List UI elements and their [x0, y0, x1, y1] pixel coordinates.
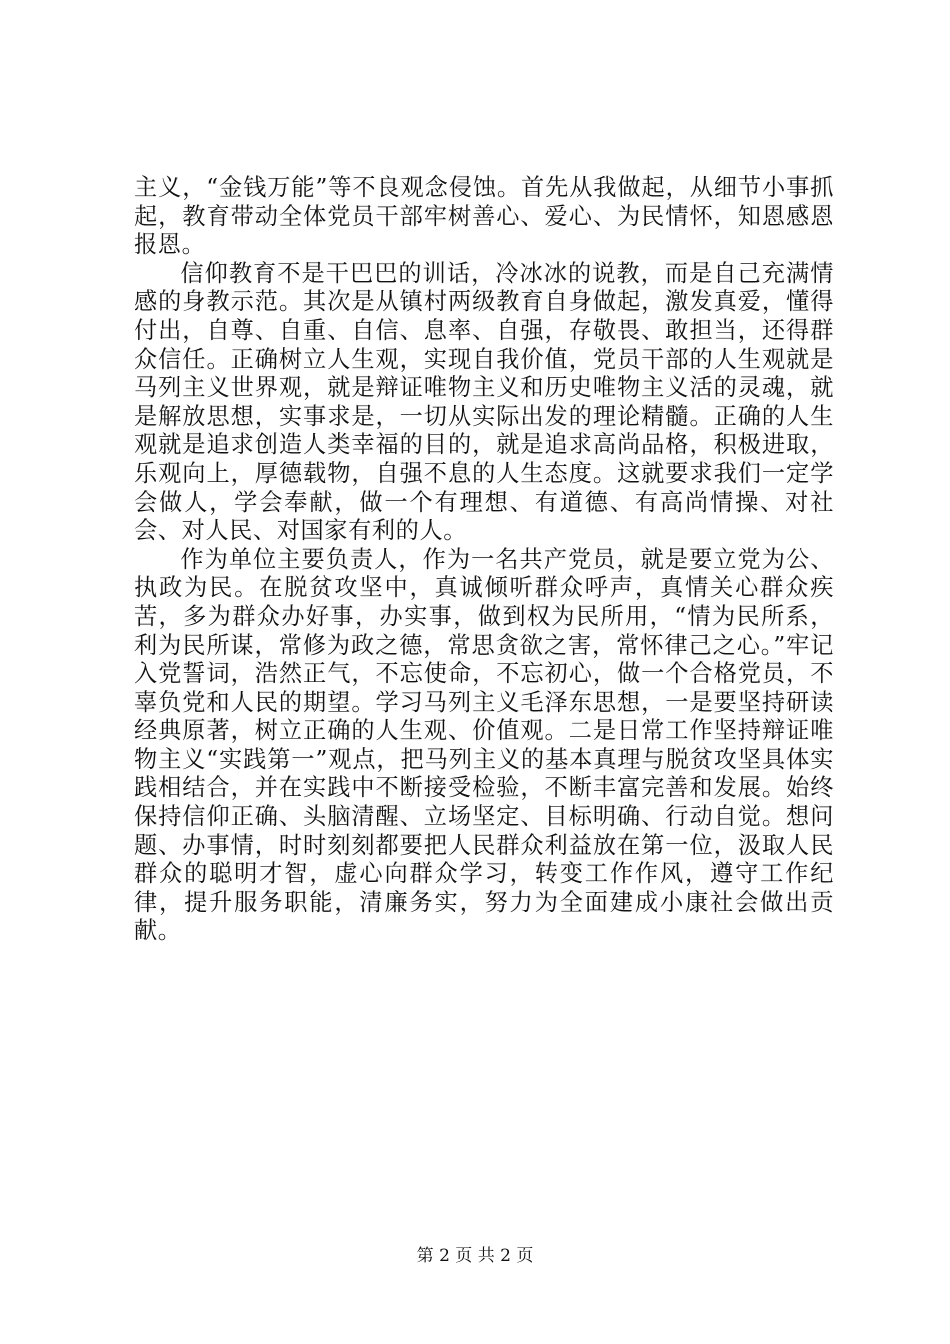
paragraph-2: 信仰教育不是干巴巴的训话，冷冰冰的说教，而是自己充满情感的身教示范。其次是从镇村两级教育自身做起，激发真爱，懂得付出，自尊、自重、自信、息率、自强，存敬畏、敢担当，还得群众信任。正确树立人生观，实现自我价值，党员干部的人生观就是马列主义世界观，就是辩证唯物主义和历史唯物主义活的灵魂，就是解放思想，实事求是，一切从实际出发的理论精髓。正确的人生观就是追求创造人类幸福的目的，就是追求高尚品格，积极进取，乐观向上，厚德载物，自强不息的人生态度。这就要求我们一定学会做人，学会奉献，做一个有理想、有道德、有高尚情操、对社会、对人民、对国家有利的人。	[134, 259, 834, 545]
paragraph-3: 作为单位主要负责人，作为一名共产党员，就是要立党为公、执政为民。在脱贫攻坚中，真诚倾听群众呼声，真情关心群众疾苦，多为群众办好事，办实事，做到权为民所用，“情为民所系，利为民所谋，常修为政之德，常思贪欲之害，常怀律己之心。”牢记入党誓词，浩然正气，不忘使命，不忘初心，做一个合格党员，不辜负党和人民的期望。学习马列主义毛泽东思想，一是要坚持研读经典原著，树立正确的人生观、价值观。二是日常工作坚持辩证唯物主义“实践第一”观点，把马列主义的基本真理与脱贫攻坚具体实践相结合，并在实践中不断接受检验，不断丰富完善和发展。始终保持信仰正确、头脑清醒、立场坚定、目标明确、行动自觉。想问题、办事情，时时刻刻都要把人民群众利益放在第一位，汲取人民群众的聪明才智，虚心向群众学习，转变工作作风，遵守工作纪律，提升服务职能，清廉务实，努力为全面建成小康社会做出贡献。	[134, 545, 834, 945]
page-number-label: 第 2 页 共 2 页	[416, 1246, 534, 1266]
page-footer	[0, 1245, 950, 1267]
paragraph-1: 主义，“金钱万能”等不良观念侵蚀。首先从我做起，从细节小事抓起，教育带动全体党员干部牢树善心、爱心、为民情怀，知恩感恩报恩。	[134, 174, 834, 259]
document-body	[134, 174, 834, 946]
